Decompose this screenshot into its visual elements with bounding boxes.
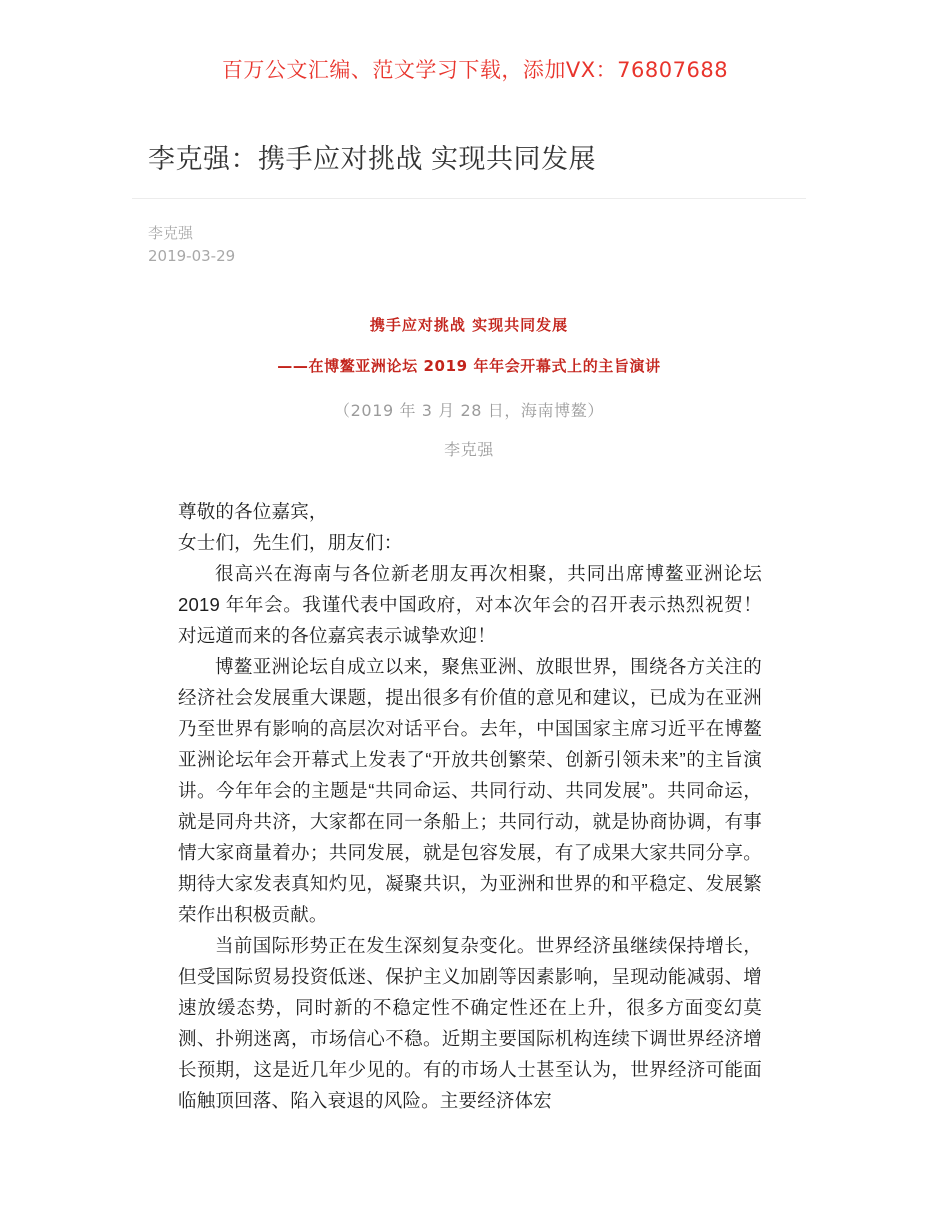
body-paragraph: 当前国际形势正在发生深刻复杂变化。世界经济虽继续保持增长，但受国际贸易投资低迷、保护主义加剧等因素影响，呈现动能减弱、增速放缓态势，同时新的不稳定性不确定性还在上升，很多方面变幻莫测、扑朔迷离，市场信心不稳。近期主要国际机构连续下调世界经济增长预期，这是近几年少见的。有的市场人士甚至认为，世界经济可能面临触顶回落、陷入衰退的风险。主要经济体宏 xyxy=(178,934,762,1111)
article-meta xyxy=(132,199,806,269)
promo-banner-text: 百万公文汇编、范文学习下载，添加VX：76807688 xyxy=(221,58,729,82)
document-text xyxy=(132,460,806,1116)
document-heading: 携手应对挑战 实现共同发展 xyxy=(369,315,569,334)
salutation-line-2: 女士们，先生们，朋友们： xyxy=(178,531,403,553)
article-date: 2019-03-29 xyxy=(148,247,236,266)
document-dateline: （2019 年 3 月 28 日，海南博鳌） xyxy=(334,400,604,420)
body-paragraph: 博鳌亚洲论坛自成立以来，聚焦亚洲、放眼世界，围绕各方关注的经济社会发展重大课题，提出很多有价值的意见和建议，已成为在亚洲乃至世界有影响的高层次对话平台。去年，中国国家主席习近平在博鳌亚洲论坛年会开幕式上发表了“开放共创繁荣、创新引领未来”的主旨演讲。今年年会的主题是“共同命运、共同行动、共同发展”。共同命运，就是同舟共济，大家都在同一条船上；共同行动，就是协商协调，有事情大家商量着办；共同发展，就是包容发展，有了成果大家共同分享。期待大家发表真知灼见，凝聚共识，为亚洲和世界的和平稳定、发展繁荣作出积极贡献。 xyxy=(178,655,762,925)
document-body xyxy=(132,269,806,1116)
article-container xyxy=(132,84,806,1116)
promo-banner xyxy=(0,0,950,84)
page-title: 李克强：携手应对挑战 实现共同发展 xyxy=(148,144,597,174)
document-speaker: 李克强 xyxy=(444,439,494,459)
body-paragraph: 很高兴在海南与各位新老朋友再次相聚，共同出席博鳌亚洲论坛 2019 年年会。我谨代表中国政府，对本次年会的召开表示热烈祝贺！对远道而来的各位嘉宾表示诚挚欢迎！ xyxy=(178,562,762,646)
document-subheading: ——在博鳌亚洲论坛 2019 年年会开幕式上的主旨演讲 xyxy=(277,356,661,375)
salutation-line-1: 尊敬的各位嘉宾， xyxy=(178,500,328,522)
article-author: 李克强 xyxy=(148,224,194,243)
